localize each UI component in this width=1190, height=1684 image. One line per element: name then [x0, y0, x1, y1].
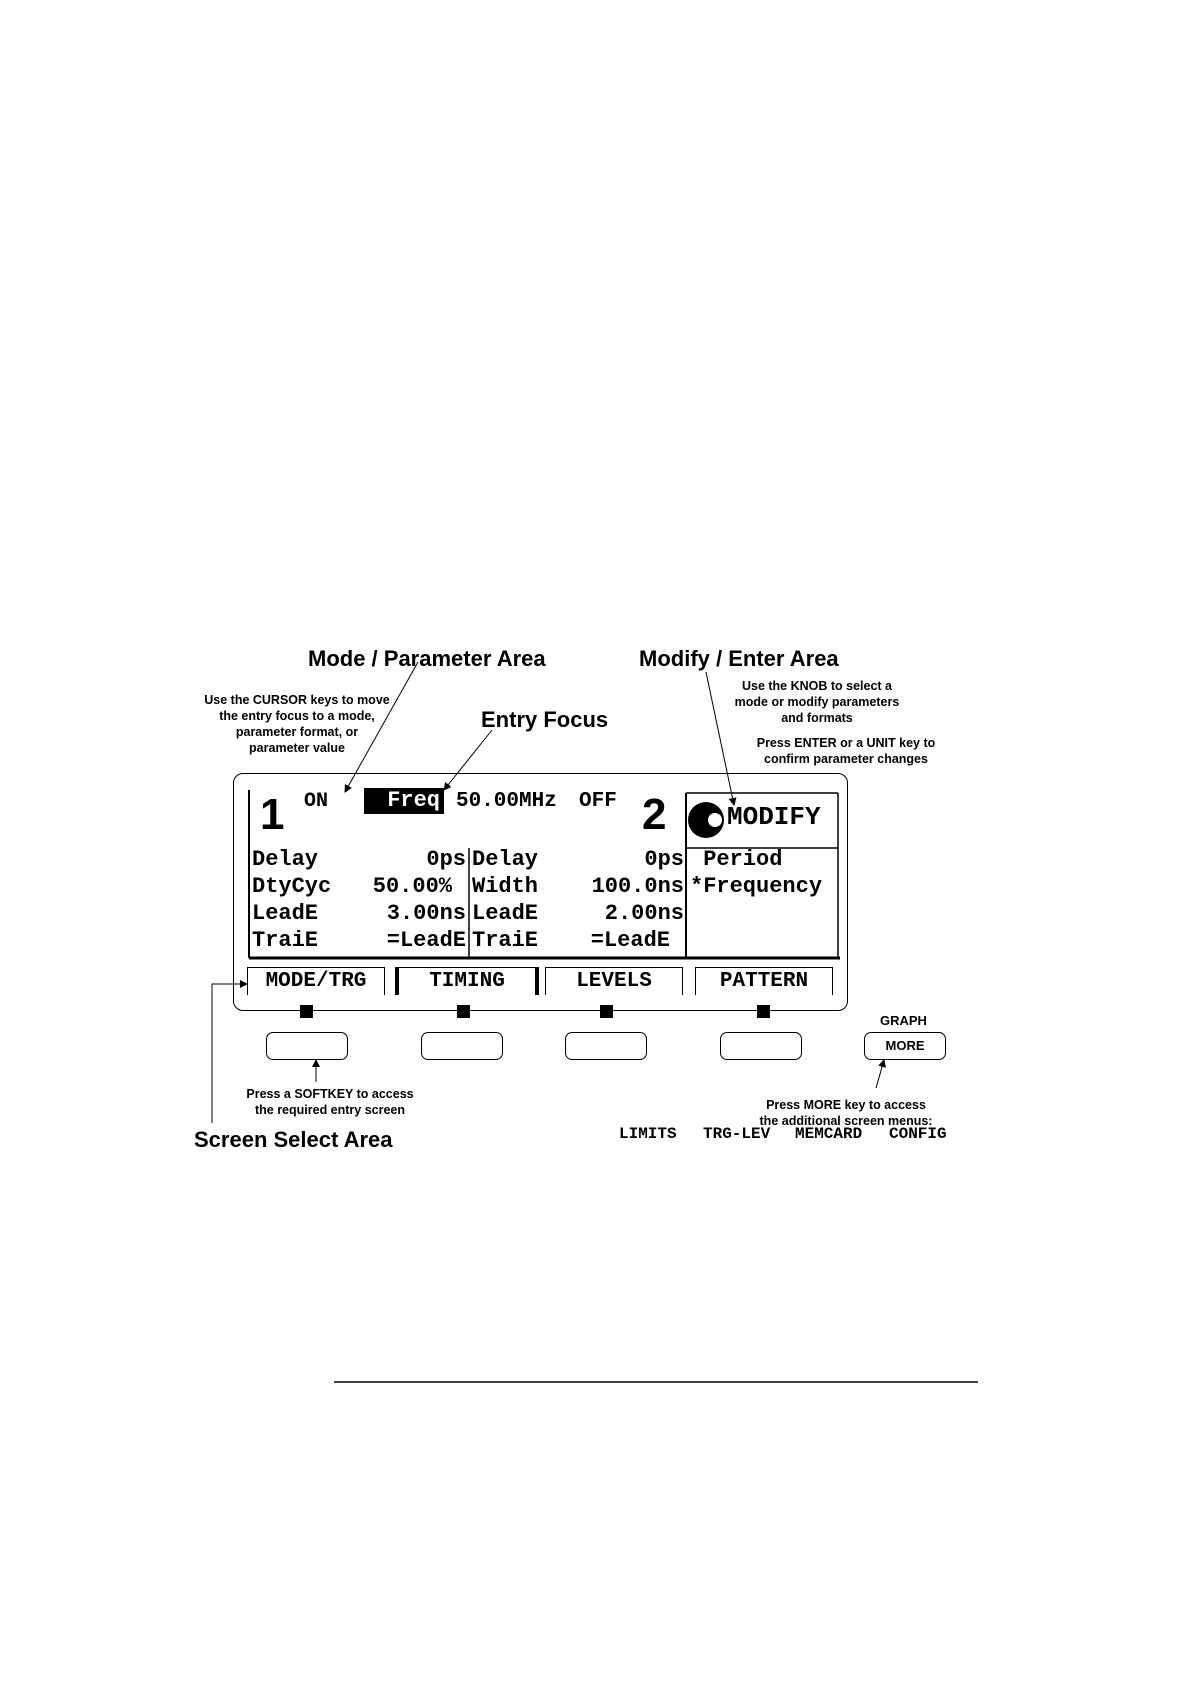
channel-1-params: [252, 847, 466, 955]
softkey-1-button[interactable]: [266, 1032, 348, 1060]
ch1-leade-label: LeadE: [252, 901, 319, 926]
modify-option-frequency[interactable]: *Frequency: [690, 874, 823, 899]
tab-pattern[interactable]: PATTERN: [695, 967, 833, 995]
entry-focus-heading: Entry Focus: [481, 707, 609, 732]
tab-levels[interactable]: LEVELS: [545, 967, 683, 995]
menu-limits: LIMITS: [619, 1125, 677, 1143]
screen-select-area-heading: Screen Select Area: [194, 1127, 393, 1152]
ch2-traie-label: TraiE: [472, 928, 539, 953]
softkey-marker: [300, 1005, 313, 1018]
ch1-delay-value[interactable]: 0ps: [426, 847, 466, 872]
entry-focus-freq[interactable]: Freq: [364, 788, 444, 814]
more-key-leader: [876, 1060, 884, 1088]
modify-enter-area-heading: Modify / Enter Area: [639, 646, 839, 671]
more-button[interactable]: MORE: [864, 1032, 946, 1060]
channel-1-number: 1: [260, 790, 285, 839]
tab-mode-trg[interactable]: MODE/TRG: [247, 967, 385, 995]
table-row: [472, 874, 684, 901]
enter-note: Press ENTER or a UNIT key to confirm parameter changes: [756, 736, 936, 766]
cursor-note: Use the CURSOR keys to move the entry focus to a mode, parameter format, or parameter value: [204, 693, 390, 755]
menu-memcard: MEMCARD: [795, 1125, 863, 1143]
softkey-marker: [600, 1005, 613, 1018]
ch2-delay-label: Delay: [472, 847, 539, 872]
table-row: [252, 847, 466, 874]
ch1-traie-label: TraiE: [252, 928, 319, 953]
softkey-note: Press a SOFTKEY to access the required entry screen: [246, 1087, 414, 1117]
ch2-width-value[interactable]: 100.0ns: [591, 874, 684, 899]
ch1-delay-label: Delay: [252, 847, 319, 872]
more-note: Press MORE key to access the additional screen menus:: [759, 1098, 933, 1128]
mode-parameter-area-heading: Mode / Parameter Area: [308, 646, 546, 671]
ch2-leade-value[interactable]: 2.00ns: [604, 901, 684, 926]
ch1-leade-value[interactable]: 3.00ns: [386, 901, 466, 926]
table-row: [472, 847, 684, 874]
table-row: [252, 874, 466, 901]
table-row: [472, 928, 684, 955]
knob-icon: [688, 802, 724, 838]
ch1-traie-value[interactable]: =LeadE: [386, 928, 466, 953]
ch2-delay-value[interactable]: 0ps: [644, 847, 684, 872]
ch2-traie-value[interactable]: =LeadE: [590, 928, 670, 953]
knob-note: Use the KNOB to select a mode or modify parameters and formats: [734, 679, 900, 725]
menu-config: CONFIG: [889, 1125, 947, 1143]
softkey-4-button[interactable]: [720, 1032, 802, 1060]
ch2-leade-label: LeadE: [472, 901, 539, 926]
ch2-width-label: Width: [472, 874, 539, 899]
tab-timing[interactable]: TIMING: [395, 967, 539, 995]
modify-option-period[interactable]: Period: [690, 847, 783, 872]
frequency-value: 50.00MHz: [456, 790, 557, 813]
menu-trg-lev: TRG-LEV: [703, 1125, 771, 1143]
table-row: [252, 928, 466, 955]
modify-label: MODIFY: [727, 802, 821, 832]
softkey-marker: [757, 1005, 770, 1018]
ch1-dtycyc-label: DtyCyc: [252, 874, 332, 899]
channel-1-state: ON: [304, 790, 329, 813]
channel-2-number: 2: [642, 790, 667, 839]
table-row: [252, 901, 466, 928]
softkey-marker: [457, 1005, 470, 1018]
ch1-dtycyc-value[interactable]: 50.00%: [372, 874, 452, 899]
modify-options: [690, 847, 836, 901]
channel-2-params: [472, 847, 684, 955]
softkey-3-button[interactable]: [565, 1032, 647, 1060]
graph-shift-label: GRAPH: [880, 1013, 927, 1028]
table-row: [472, 901, 684, 928]
softkey-2-button[interactable]: [421, 1032, 503, 1060]
channel-2-state: OFF: [579, 790, 617, 813]
